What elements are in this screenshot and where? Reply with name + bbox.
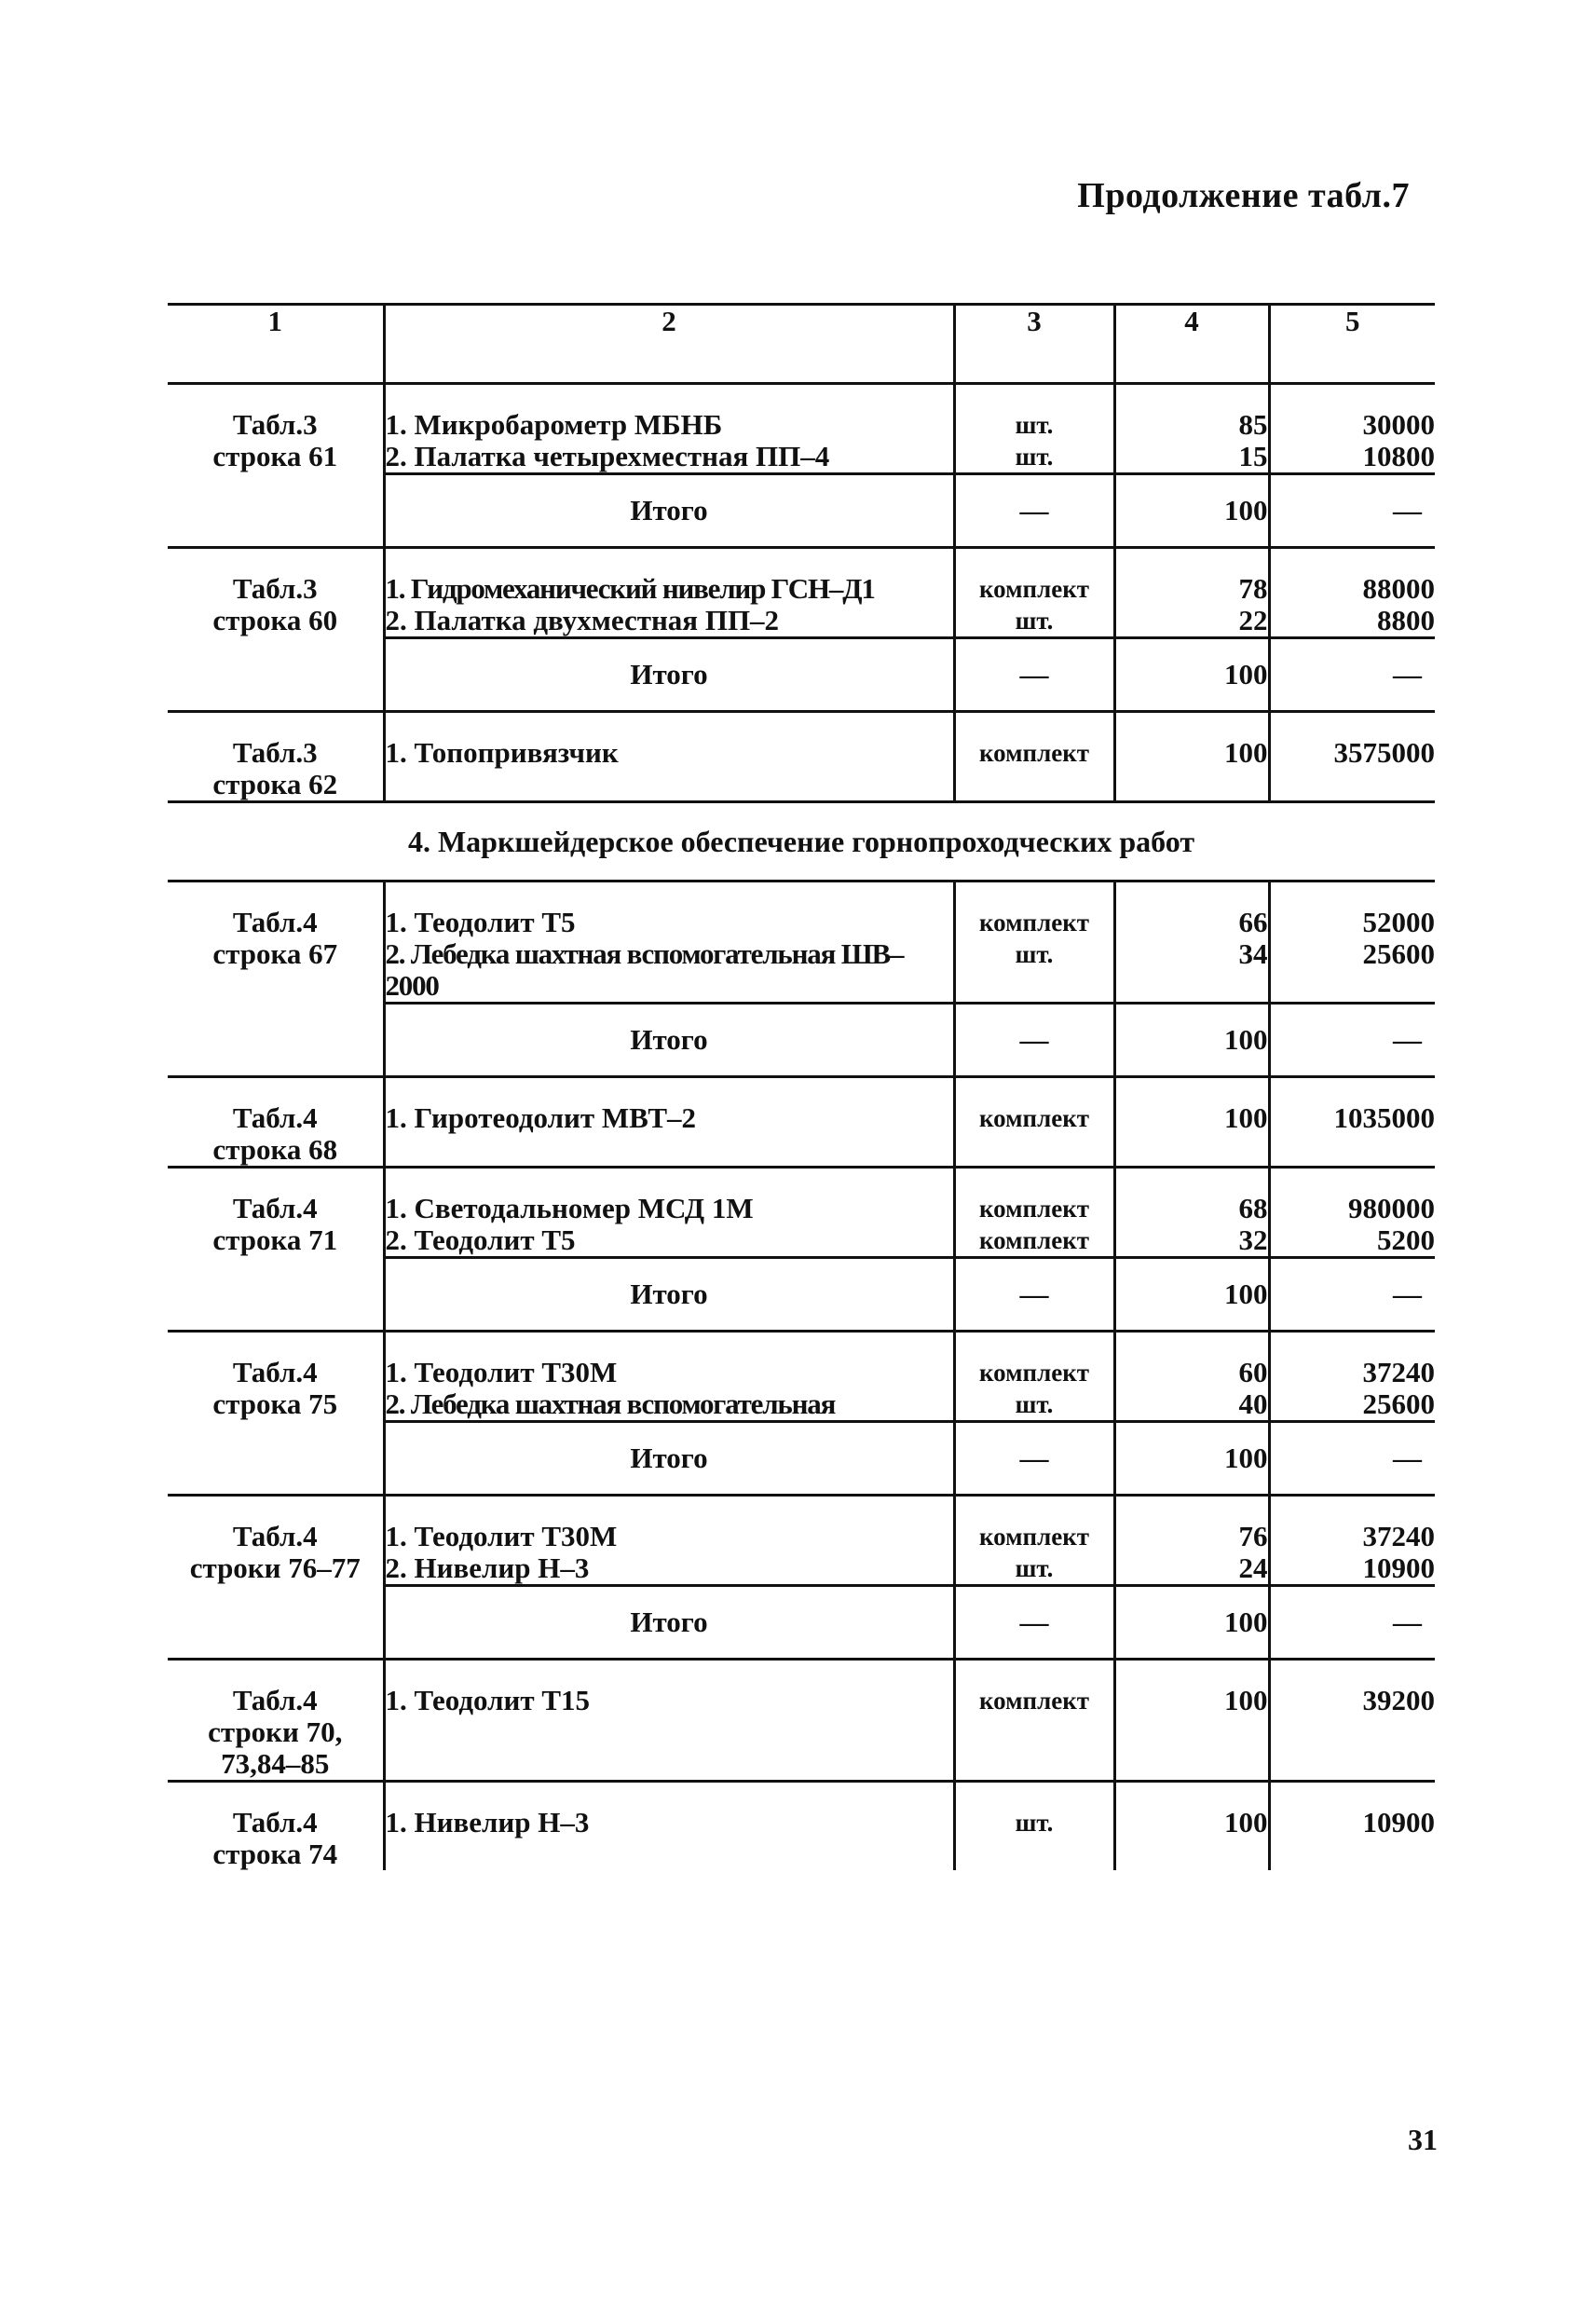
- item-unit: комплект: [978, 1359, 1090, 1387]
- total-unit: —: [954, 1004, 1114, 1077]
- price-cell: [1269, 548, 1435, 638]
- item-qty: 22: [1238, 604, 1268, 636]
- item-qty: 100: [1224, 1806, 1268, 1838]
- ref-line: Табл.4: [232, 906, 318, 938]
- item-price: 30000: [1362, 408, 1435, 441]
- item-name: 1. Теодолит Т5: [385, 906, 576, 938]
- ref-line: Табл.3: [232, 736, 318, 769]
- ref-line: строка 67: [212, 937, 338, 970]
- qty-cell: [1114, 1496, 1269, 1586]
- item-qty: 15: [1238, 440, 1268, 472]
- item-price: 10800: [1362, 440, 1435, 472]
- price-cell: [1269, 712, 1435, 802]
- qty-cell: [1114, 1782, 1269, 1871]
- item-name: 2. Лебедка шахтная вспомогательная ШВ–2000: [385, 937, 904, 1002]
- item-unit: комплект: [978, 739, 1090, 767]
- name-cell: [384, 1332, 954, 1422]
- item-name: 2. Палатка двухместная ПП–2: [385, 604, 780, 636]
- name-cell: [384, 1168, 954, 1258]
- item-qty: 24: [1238, 1551, 1268, 1584]
- item-unit: шт.: [1015, 411, 1054, 439]
- item-name: 2. Нивелир Н–3: [385, 1551, 590, 1584]
- item-unit: шт.: [1015, 443, 1054, 471]
- ref-cell: [168, 1332, 384, 1496]
- item-unit: комплект: [978, 1226, 1090, 1254]
- ref-line: Табл.4: [232, 1356, 318, 1388]
- header-col-1: 1: [168, 305, 384, 384]
- item-unit: шт.: [1015, 1809, 1054, 1837]
- table-row: [168, 384, 1435, 474]
- ref-cell: [168, 548, 384, 712]
- ref-line: строка 62: [212, 768, 338, 800]
- ref-line: строка 60: [212, 604, 338, 636]
- item-name: 2. Теодолит Т5: [385, 1223, 576, 1256]
- ref-cell: [168, 1496, 384, 1660]
- item-qty: 32: [1238, 1223, 1268, 1256]
- table-row: [168, 1332, 1435, 1422]
- unit-cell: [954, 384, 1114, 474]
- ref-cell: [168, 1168, 384, 1332]
- unit-cell: [954, 1077, 1114, 1168]
- table-row: [168, 1168, 1435, 1258]
- equipment-table: [168, 303, 1435, 1870]
- header-col-3: 3: [954, 305, 1114, 384]
- item-name: 1. Гидромеханический нивелир ГСН–Д1: [385, 572, 875, 605]
- item-unit: комплект: [978, 909, 1090, 936]
- unit-cell: [954, 1660, 1114, 1782]
- total-price: —: [1269, 1422, 1435, 1496]
- ref-line: строка 61: [212, 440, 338, 472]
- section-heading-row: [168, 802, 1435, 882]
- ref-line: Табл.4: [232, 1684, 318, 1716]
- qty-cell: [1114, 1660, 1269, 1782]
- price-cell: [1269, 384, 1435, 474]
- total-qty: 100: [1114, 1258, 1269, 1332]
- item-qty: 100: [1224, 736, 1268, 769]
- unit-cell: [954, 1496, 1114, 1586]
- total-unit: —: [954, 1586, 1114, 1660]
- item-price: 25600: [1362, 1387, 1435, 1420]
- qty-cell: [1114, 882, 1269, 1004]
- header-col-5: 5: [1269, 305, 1435, 384]
- unit-cell: [954, 882, 1114, 1004]
- ref-cell: [168, 1077, 384, 1168]
- ref-cell: [168, 384, 384, 548]
- qty-cell: [1114, 712, 1269, 802]
- item-unit: шт.: [1015, 607, 1054, 635]
- qty-cell: [1114, 1077, 1269, 1168]
- ref-line: строка 71: [212, 1223, 338, 1256]
- ref-line: строки 70,: [208, 1715, 343, 1748]
- item-qty: 66: [1238, 906, 1268, 938]
- name-cell: [384, 1660, 954, 1782]
- ref-line: Табл.4: [232, 1101, 318, 1134]
- ref-cell: [168, 1782, 384, 1871]
- ref-line: строка 74: [212, 1838, 338, 1870]
- total-price: —: [1269, 1258, 1435, 1332]
- total-unit: —: [954, 474, 1114, 548]
- name-cell: [384, 1782, 954, 1871]
- total-label: Итого: [384, 1586, 954, 1660]
- item-price: 10900: [1362, 1806, 1435, 1838]
- item-unit: комплект: [978, 575, 1090, 603]
- item-name: 1. Теодолит Т30М: [385, 1520, 618, 1552]
- ref-cell: [168, 882, 384, 1077]
- unit-cell: [954, 1782, 1114, 1871]
- name-cell: [384, 1077, 954, 1168]
- table-header: [168, 305, 1435, 384]
- item-price: 1035000: [1333, 1101, 1435, 1134]
- unit-cell: [954, 712, 1114, 802]
- table-row: [168, 1660, 1435, 1782]
- total-qty: 100: [1114, 1004, 1269, 1077]
- ref-line: Табл.3: [232, 408, 318, 441]
- table-row: [168, 1496, 1435, 1586]
- item-name: 1. Светодальномер МСД 1М: [385, 1192, 754, 1224]
- total-unit: —: [954, 1258, 1114, 1332]
- ref-line: строки 76–77: [189, 1551, 361, 1584]
- item-unit: шт.: [1015, 1390, 1054, 1418]
- ref-line: строка 75: [212, 1387, 338, 1420]
- ref-line: Табл.3: [232, 572, 318, 605]
- ref-line: 73,84–85: [221, 1747, 330, 1780]
- item-unit: шт.: [1015, 1554, 1054, 1582]
- ref-cell: [168, 1660, 384, 1782]
- item-name: 1. Теодолит Т15: [385, 1684, 591, 1716]
- total-label: Итого: [384, 1258, 954, 1332]
- total-qty: 100: [1114, 1422, 1269, 1496]
- table-row: [168, 548, 1435, 638]
- price-cell: [1269, 1332, 1435, 1422]
- section-row-group: [168, 802, 1435, 882]
- total-unit: —: [954, 638, 1114, 712]
- name-cell: [384, 1496, 954, 1586]
- item-name: 1. Нивелир Н–3: [385, 1806, 590, 1838]
- item-name: 1. Теодолит Т30М: [385, 1356, 618, 1388]
- item-price: 8800: [1377, 604, 1435, 636]
- item-qty: 40: [1238, 1387, 1268, 1420]
- ref-line: Табл.4: [232, 1806, 318, 1838]
- price-cell: [1269, 1077, 1435, 1168]
- total-price: —: [1269, 1586, 1435, 1660]
- total-label: Итого: [384, 638, 954, 712]
- header-col-4: 4: [1114, 305, 1269, 384]
- table-row: [168, 1782, 1435, 1871]
- unit-cell: [954, 1332, 1114, 1422]
- item-qty: 100: [1224, 1684, 1268, 1716]
- qty-cell: [1114, 1168, 1269, 1258]
- item-qty: 76: [1238, 1520, 1268, 1552]
- item-unit: шт.: [1015, 940, 1054, 968]
- item-qty: 78: [1238, 572, 1268, 605]
- item-price: 39200: [1362, 1684, 1435, 1716]
- item-price: 5200: [1377, 1223, 1435, 1256]
- item-price: 10900: [1362, 1551, 1435, 1584]
- ref-cell: [168, 712, 384, 802]
- total-unit: —: [954, 1422, 1114, 1496]
- price-cell: [1269, 1660, 1435, 1782]
- qty-cell: [1114, 384, 1269, 474]
- total-price: —: [1269, 638, 1435, 712]
- total-qty: 100: [1114, 1586, 1269, 1660]
- qty-cell: [1114, 1332, 1269, 1422]
- ref-line: строка 68: [212, 1133, 338, 1166]
- name-cell: [384, 712, 954, 802]
- total-qty: 100: [1114, 638, 1269, 712]
- total-label: Итого: [384, 1422, 954, 1496]
- item-price: 37240: [1362, 1520, 1435, 1552]
- header-col-2: 2: [384, 305, 954, 384]
- unit-cell: [954, 1168, 1114, 1258]
- item-name: 2. Палатка четырехместная ПП–4: [385, 440, 830, 472]
- item-price: 3575000: [1333, 736, 1435, 769]
- item-price: 980000: [1348, 1192, 1435, 1224]
- price-cell: [1269, 1496, 1435, 1586]
- name-cell: [384, 882, 954, 1004]
- table-body-section-3: [168, 384, 1435, 802]
- item-price: 37240: [1362, 1356, 1435, 1388]
- item-name: 1. Микробарометр МБНБ: [385, 408, 723, 441]
- price-cell: [1269, 882, 1435, 1004]
- table-caption: Продолжение табл.7: [1077, 176, 1410, 215]
- price-cell: [1269, 1782, 1435, 1871]
- total-price: —: [1269, 1004, 1435, 1077]
- item-name: 1. Топопривязчик: [385, 736, 619, 769]
- item-unit: комплект: [978, 1523, 1090, 1551]
- table-row: [168, 882, 1435, 1004]
- item-price: 88000: [1362, 572, 1435, 605]
- total-qty: 100: [1114, 474, 1269, 548]
- total-label: Итого: [384, 1004, 954, 1077]
- item-name: 2. Лебедка шахтная вспомогательная: [385, 1387, 836, 1420]
- item-unit: комплект: [978, 1195, 1090, 1223]
- table-row: [168, 1077, 1435, 1168]
- table-row: [168, 712, 1435, 802]
- name-cell: [384, 548, 954, 638]
- price-cell: [1269, 1168, 1435, 1258]
- qty-cell: [1114, 548, 1269, 638]
- item-qty: 60: [1238, 1356, 1268, 1388]
- section-title: 4. Маркшейдерское обеспечение горнопроходческих работ: [168, 802, 1435, 882]
- page-number: 31: [1408, 2123, 1438, 2156]
- unit-cell: [954, 548, 1114, 638]
- total-price: —: [1269, 474, 1435, 548]
- table-body-section-4: [168, 882, 1435, 1871]
- total-label: Итого: [384, 474, 954, 548]
- item-qty: 68: [1238, 1192, 1268, 1224]
- item-price: 52000: [1362, 906, 1435, 938]
- item-qty: 100: [1224, 1101, 1268, 1134]
- item-price: 25600: [1362, 937, 1435, 970]
- item-qty: 85: [1238, 408, 1268, 441]
- item-qty: 34: [1238, 937, 1268, 970]
- item-unit: комплект: [978, 1104, 1090, 1132]
- item-unit: комплект: [978, 1687, 1090, 1715]
- item-name: 1. Гиротеодолит МВТ–2: [385, 1101, 697, 1134]
- ref-line: Табл.4: [232, 1520, 318, 1552]
- name-cell: [384, 384, 954, 474]
- ref-line: Табл.4: [232, 1192, 318, 1224]
